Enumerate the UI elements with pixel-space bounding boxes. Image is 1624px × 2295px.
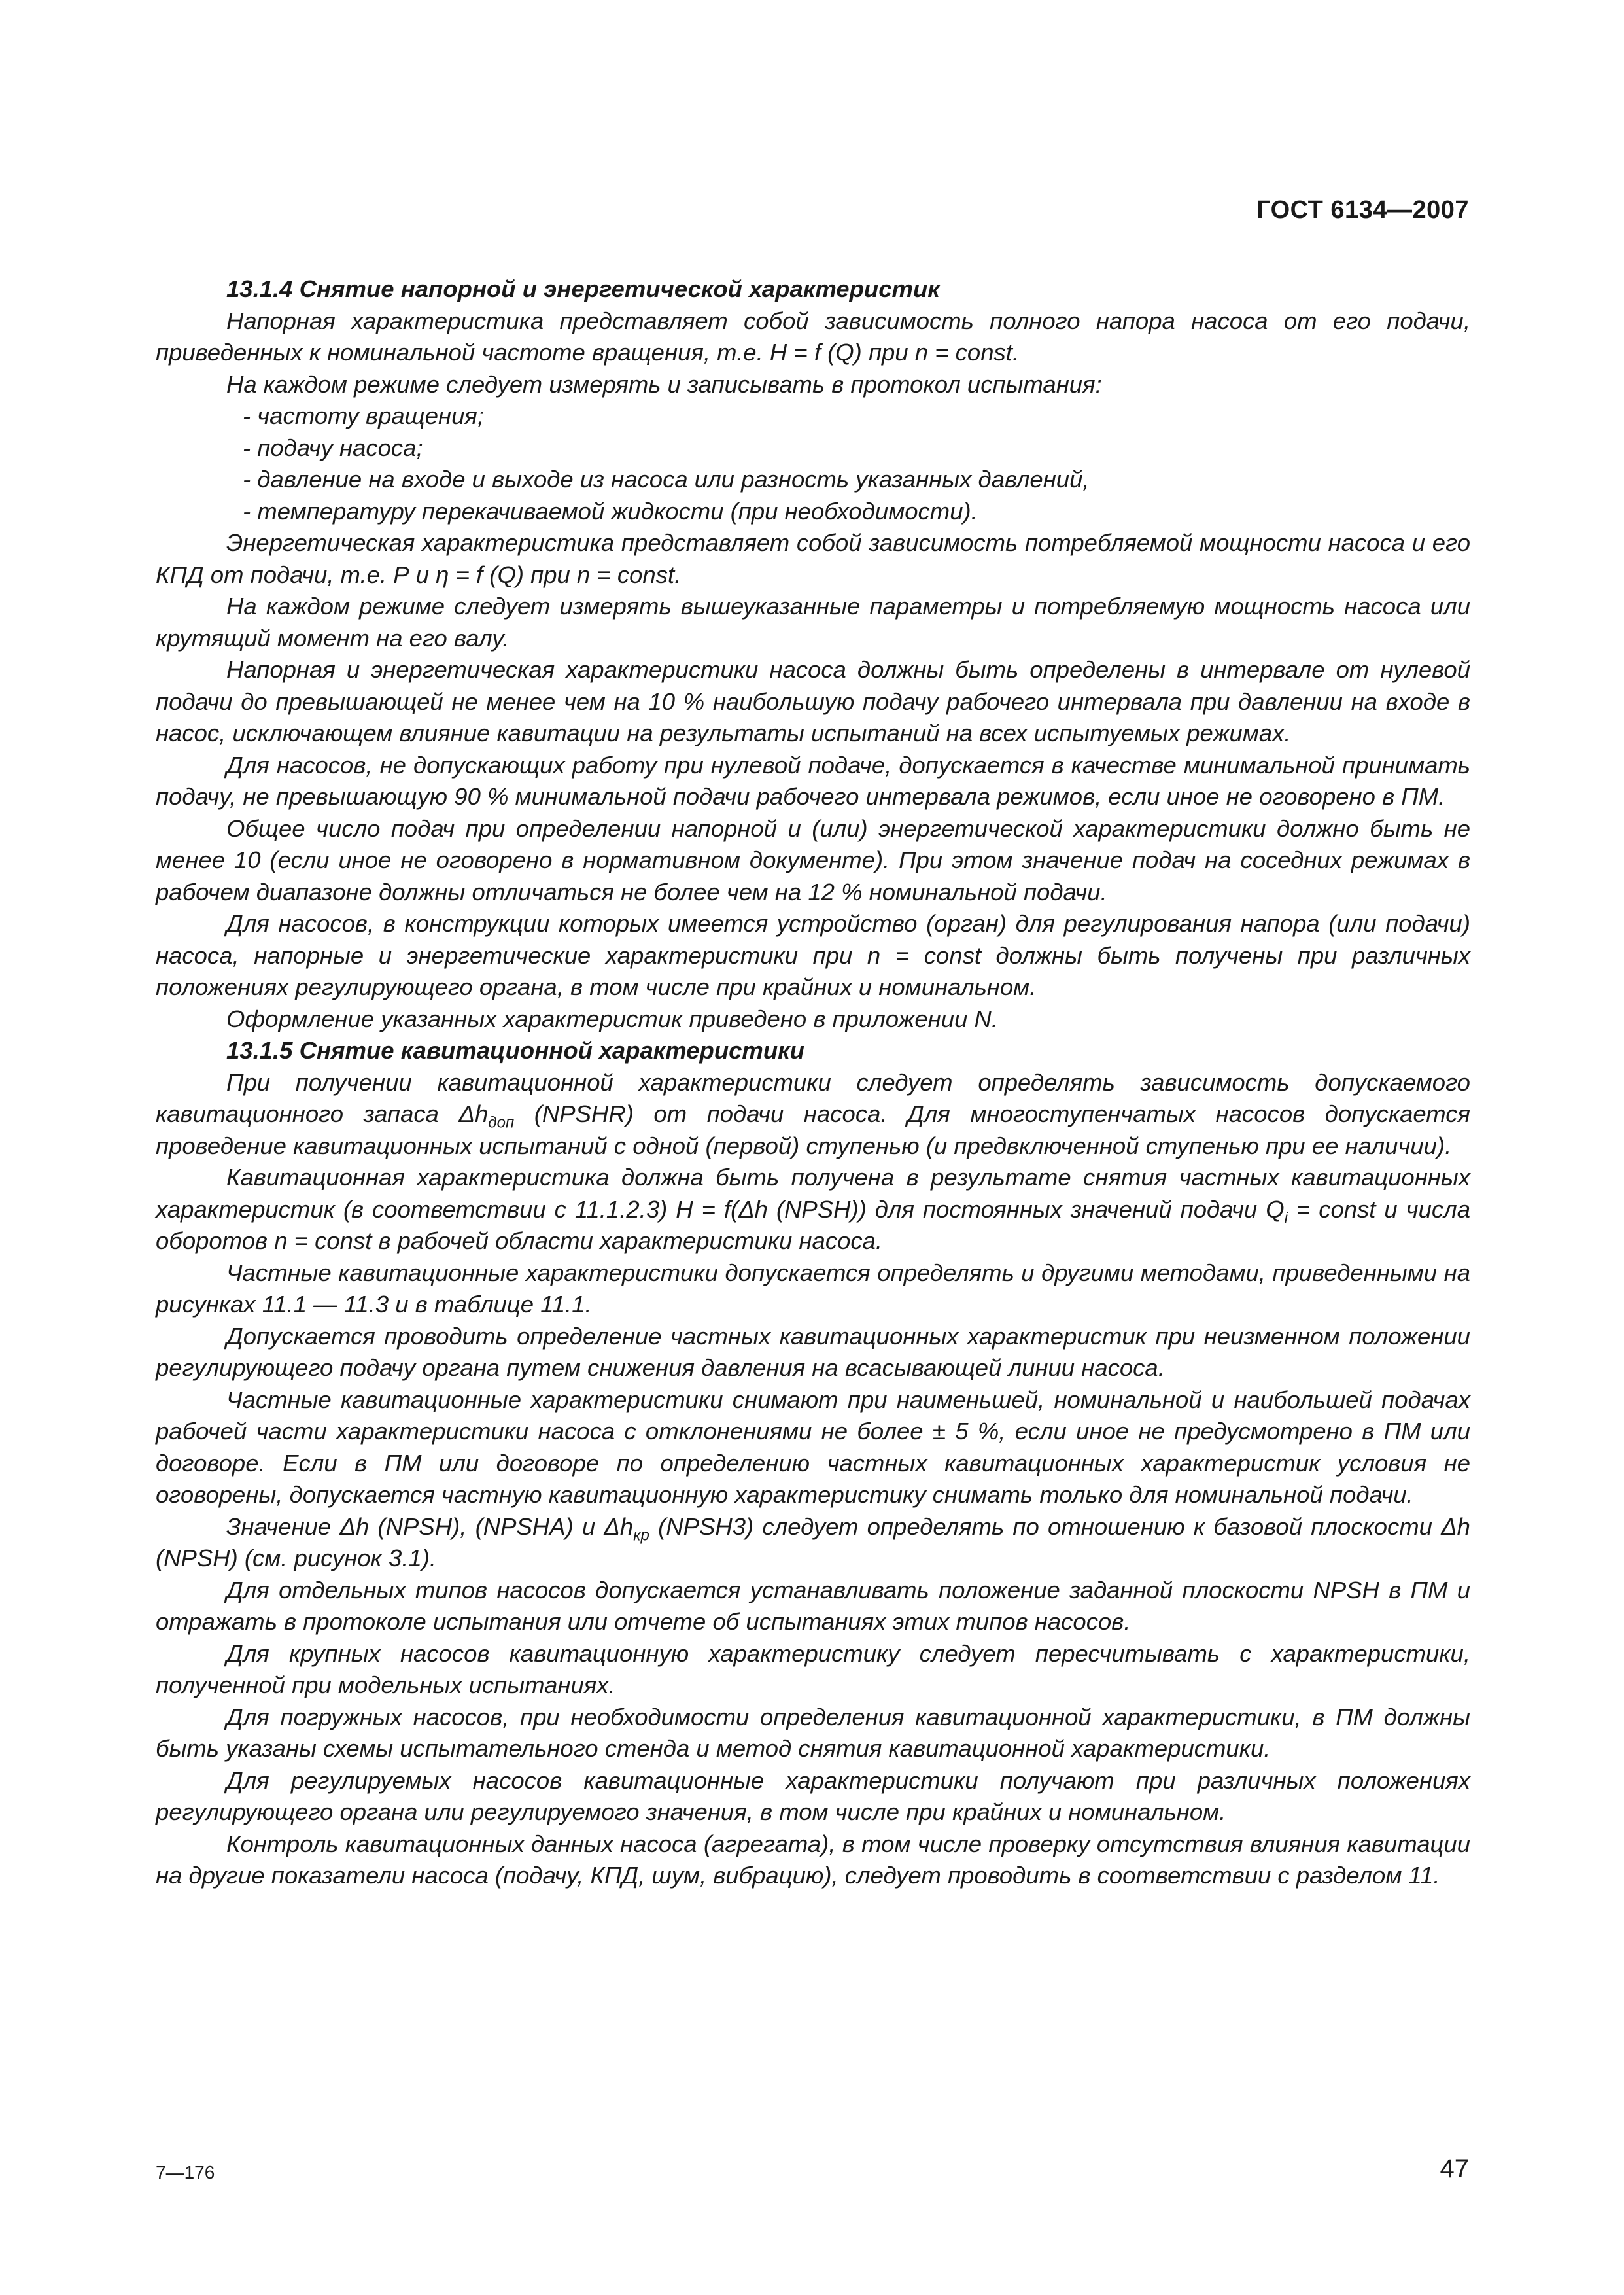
paragraph-text: (NPSH3) следует определять по отношению к базовой плоскости Δh (NPSH) (см. рисунок 3.1). — [156, 1513, 1470, 1571]
subscript: i — [1284, 1208, 1288, 1227]
list-item: - давление на входе и выходе из насоса или разность указанных давлений, — [243, 466, 1090, 493]
document-body — [156, 273, 1470, 1892]
paragraph: Для насосов, не допускающих работу при нулевой подаче, допускается в качестве минимальной принимать подачу, не превышающую 90 % минимальной подачи рабочего интервала режимов, если иное не оговорено в ПМ. — [156, 751, 1470, 810]
paragraph: Оформление указанных характеристик приведено в приложении N. — [226, 1005, 999, 1032]
list-item: - подачу насоса; — [243, 434, 423, 461]
paragraph: Общее число подач при определении напорной и (или) энергетической характеристики должно быть не менее 10 (если иное не оговорено в нормативном документе). При этом значение подач на соседних режимах в рабочем диапазоне должны отличаться не более чем на 12 % номинальной подачи. — [156, 815, 1470, 905]
paragraph: На каждом режиме следует измерять вышеуказанные параметры и потребляемую мощность насоса или крутящий момент на его валу. — [156, 593, 1470, 652]
paragraph-text: Значение Δh (NPSH), (NPSHA) и Δh — [226, 1513, 634, 1540]
section-heading: 13.1.5 Снятие кавитационной характеристики — [226, 1037, 804, 1064]
subscript: кр — [633, 1526, 649, 1544]
paragraph-text: = const и числа оборотов n = const в рабочей области характеристики насоса. — [156, 1195, 1470, 1254]
paragraph-text: При получении кавитационной характеристики следует определять зависимость допускаемого кавитационного запаса Δh — [156, 1068, 1470, 1127]
paragraph — [156, 1511, 1470, 1575]
paragraph — [156, 1162, 1470, 1257]
paragraph-text: Кавитационная характеристика должна быть получена в результате снятия частных кавитационных характеристик (в соответствии с 11.1.2.3) H = f(Δh (NPSH)) для постоянных значений подачи Q — [156, 1164, 1470, 1223]
paragraph: Допускается проводить определение частных кавитационных характеристик при неизменном положении регулирующего подачу органа путем снижения давления на всасывающей линии насоса. — [156, 1322, 1470, 1381]
list-item: - частоту вращения; — [243, 402, 485, 429]
footer-code: 7—176 — [156, 2162, 215, 2182]
paragraph: Для погружных насосов, при необходимости определения кавитационной характеристики, в ПМ должны быть указаны схемы испытательного стенда и метод снятия кавитационной характеристики. — [156, 1703, 1470, 1762]
paragraph: Частные кавитационные характеристики снимают при наименьшей, номинальной и наибольшей подачах рабочей части характеристики насоса с отклонениями не более ± 5 %, если иное не предусмотрено в ПМ или договоре. Если в ПМ или договоре по определению частных кавитационных характеристик условия не оговорены, допускается частную кавитационную характеристику снимать только для номинальной подачи. — [156, 1386, 1470, 1508]
page-number: 47 — [1440, 2154, 1469, 2183]
paragraph: Для крупных насосов кавитационную характеристику следует пересчитывать с характеристики, полученной при модельных испытаниях. — [156, 1639, 1470, 1698]
paragraph: Для регулируемых насосов кавитационные характеристики получают при различных положениях регулирующего органа или регулируемого значения, в том числе при крайних и номинальном. — [156, 1766, 1470, 1825]
section-heading: 13.1.4 Снятие напорной и энергетической характеристик — [226, 275, 940, 302]
paragraph-text: (NPSHR) от подачи насоса. Для многоступенчатых насосов допускается проведение кавитационных испытаний с одной (первой) ступенью (и предвключенной ступенью при ее наличии). — [156, 1100, 1471, 1159]
subscript: доп — [488, 1113, 515, 1132]
paragraph — [156, 1067, 1470, 1163]
paragraph: Напорная характеристика представляет собой зависимость полного напора насоса от его подачи, приведенных к номинальной частоте вращения, т.е. Н = f (Q) при n = const. — [156, 307, 1470, 366]
document-header: ГОСТ 6134—2007 — [1256, 196, 1469, 224]
paragraph: Контроль кавитационных данных насоса (агрегата), в том числе проверку отсутствия влияния кавитации на другие показатели насоса (подачу, КПД, шум, вибрацию), следует проводить в соответствии с разделом 11. — [156, 1830, 1470, 1889]
paragraph: Энергетическая характеристика представляет собой зависимость потребляемой мощности насоса и его КПД от подачи, т.е. Р и η = f (Q) при n = const. — [156, 529, 1470, 588]
list-item: - температуру перекачиваемой жидкости (при необходимости). — [243, 497, 978, 525]
paragraph: Частные кавитационные характеристики допускается определять и другими методами, приведенными на рисунках 11.1 — 11.3 и в таблице 11.1. — [156, 1259, 1470, 1318]
paragraph: На каждом режиме следует измерять и записывать в протокол испытания: — [226, 370, 1102, 398]
paragraph: Напорная и энергетическая характеристики насоса должны быть определены в интервале от нулевой подачи до превышающей не менее чем на 10 % наибольшую подачу рабочего интервала при давлении на входе в насос, исключающем влияние кавитации на результаты испытаний на всех испытуемых режимах. — [156, 656, 1470, 746]
paragraph: Для отдельных типов насосов допускается устанавливать положение заданной плоскости NPSH в ПМ и отражать в протоколе испытания или отчете об испытаниях этих типов насосов. — [156, 1576, 1470, 1635]
paragraph: Для насосов, в конструкции которых имеется устройство (орган) для регулирования напора (или подачи) насоса, напорные и энергетические характеристики при n = const должны быть получены при различных положениях регулирующего органа, в том числе при крайних и номинальном. — [156, 910, 1470, 1000]
